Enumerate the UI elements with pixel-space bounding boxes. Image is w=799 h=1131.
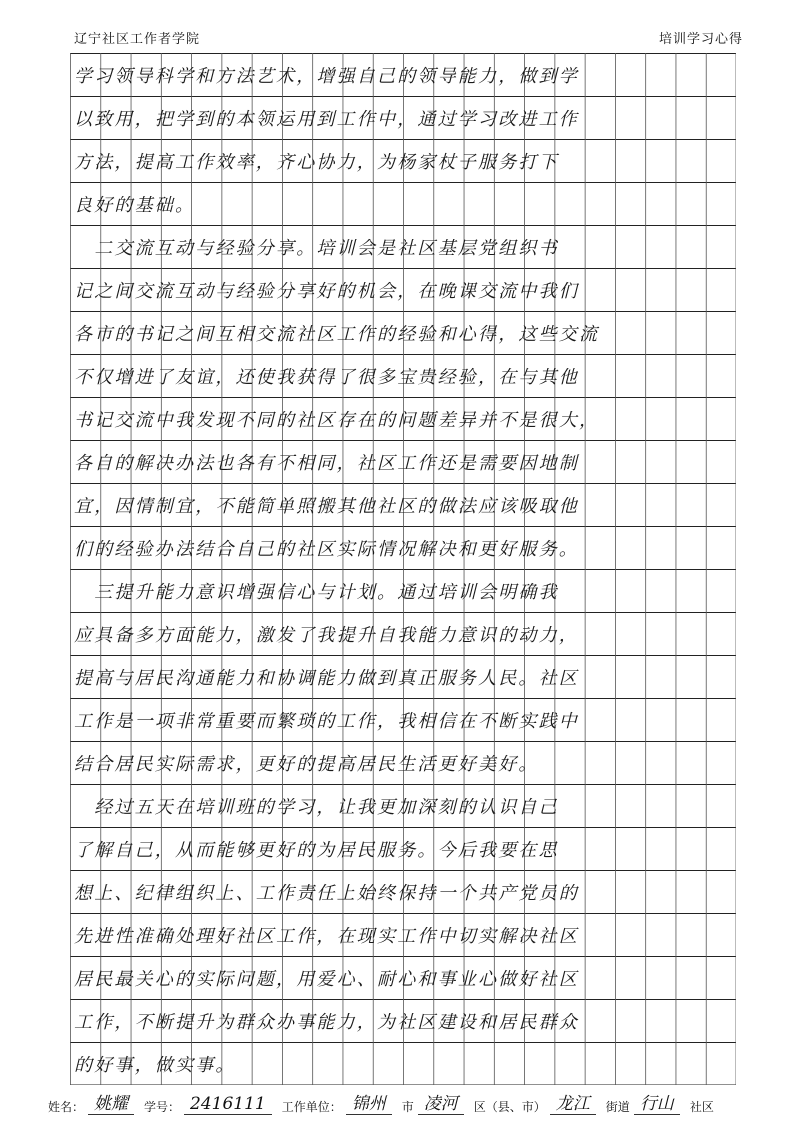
text-line: 提高与居民沟通能力和协调能力做到真正服务人民。社区 xyxy=(74,668,579,689)
text-line: 应具备多方面能力，激发了我提升自我能力意识的动力， xyxy=(74,625,579,646)
city-suffix: 市 xyxy=(401,1100,414,1114)
text-line: 工作是一项非常重要而繁琐的工作，我相信在不断实践中 xyxy=(74,711,579,732)
text-line: 工作，不断提升为群众办事能力，为社区建设和居民群众 xyxy=(74,1012,579,1033)
street-value: 龙江 xyxy=(550,1094,596,1115)
text-line: 了解自己，从而能够更好的为居民服务。今后我要在思 xyxy=(74,840,559,861)
text-line: 们的经验办法结合自己的社区实际情况解决和更好服务。 xyxy=(74,539,579,560)
student-id-label: 学号： xyxy=(144,1100,181,1114)
street-suffix: 街道 xyxy=(605,1100,630,1114)
district-suffix: 区（县、市） xyxy=(473,1100,546,1114)
text-line: 三提升能力意识增强信心与计划。通过培训会明确我 xyxy=(74,582,559,603)
grid-paper xyxy=(70,53,736,1085)
text-line: 各自的解决办法也各有不相同，社区工作还是需要因地制 xyxy=(74,453,579,474)
text-line: 居民最关心的实际问题，用爱心、耐心和事业心做好社区 xyxy=(74,969,579,990)
district-value: 凌河 xyxy=(418,1094,464,1115)
city-value: 锦州 xyxy=(346,1094,392,1115)
footer-info xyxy=(48,1089,751,1115)
header-school-name: 辽宁社区工作者学院 xyxy=(74,32,201,47)
text-line: 各市的书记之间互相交流社区工作的经验和心得，这些交流 xyxy=(74,324,600,345)
text-line: 学习领导科学和方法艺术，增强自己的领导能力，做到学 xyxy=(74,66,579,87)
text-line: 先进性准确处理好社区工作，在现实工作中切实解决社区 xyxy=(74,926,579,947)
community-value: 行山 xyxy=(634,1094,680,1115)
text-line: 记之间交流互动与经验分享好的机会，在晚课交流中我们 xyxy=(74,281,579,302)
student-id-value: 2416111 xyxy=(184,1094,272,1115)
text-line: 结合居民实际需求，更好的提高居民生活更好美好。 xyxy=(74,754,539,775)
text-line: 经过五天在培训班的学习，让我更加深刻的认识自己 xyxy=(74,797,559,818)
name-label: 姓名： xyxy=(48,1100,85,1114)
text-line: 的好事，做实事。 xyxy=(74,1055,236,1076)
text-line: 良好的基础。 xyxy=(74,195,196,216)
text-line: 想上、纪律组织上、工作责任上始终保持一个共产党员的 xyxy=(74,883,579,904)
text-line: 二交流互动与经验分享。培训会是社区基层党组织书 xyxy=(74,238,559,259)
text-line: 宜，因情制宜，不能简单照搬其他社区的做法应该吸取他 xyxy=(74,496,579,517)
header-document-title: 培训学习心得 xyxy=(658,32,743,47)
text-line: 书记交流中我发现不同的社区存在的问题差异并不是很大， xyxy=(74,410,600,431)
community-suffix: 社区 xyxy=(689,1100,714,1114)
text-line: 方法，提高工作效率，齐心协力，为杨家杖子服务打下 xyxy=(74,152,559,173)
work-unit-label: 工作单位： xyxy=(281,1100,342,1114)
text-line: 不仅增进了友谊，还使我获得了很多宝贵经验，在与其他 xyxy=(74,367,579,388)
name-value: 姚耀 xyxy=(88,1094,134,1115)
text-line: 以致用，把学到的本领运用到工作中，通过学习改进工作 xyxy=(74,109,579,130)
